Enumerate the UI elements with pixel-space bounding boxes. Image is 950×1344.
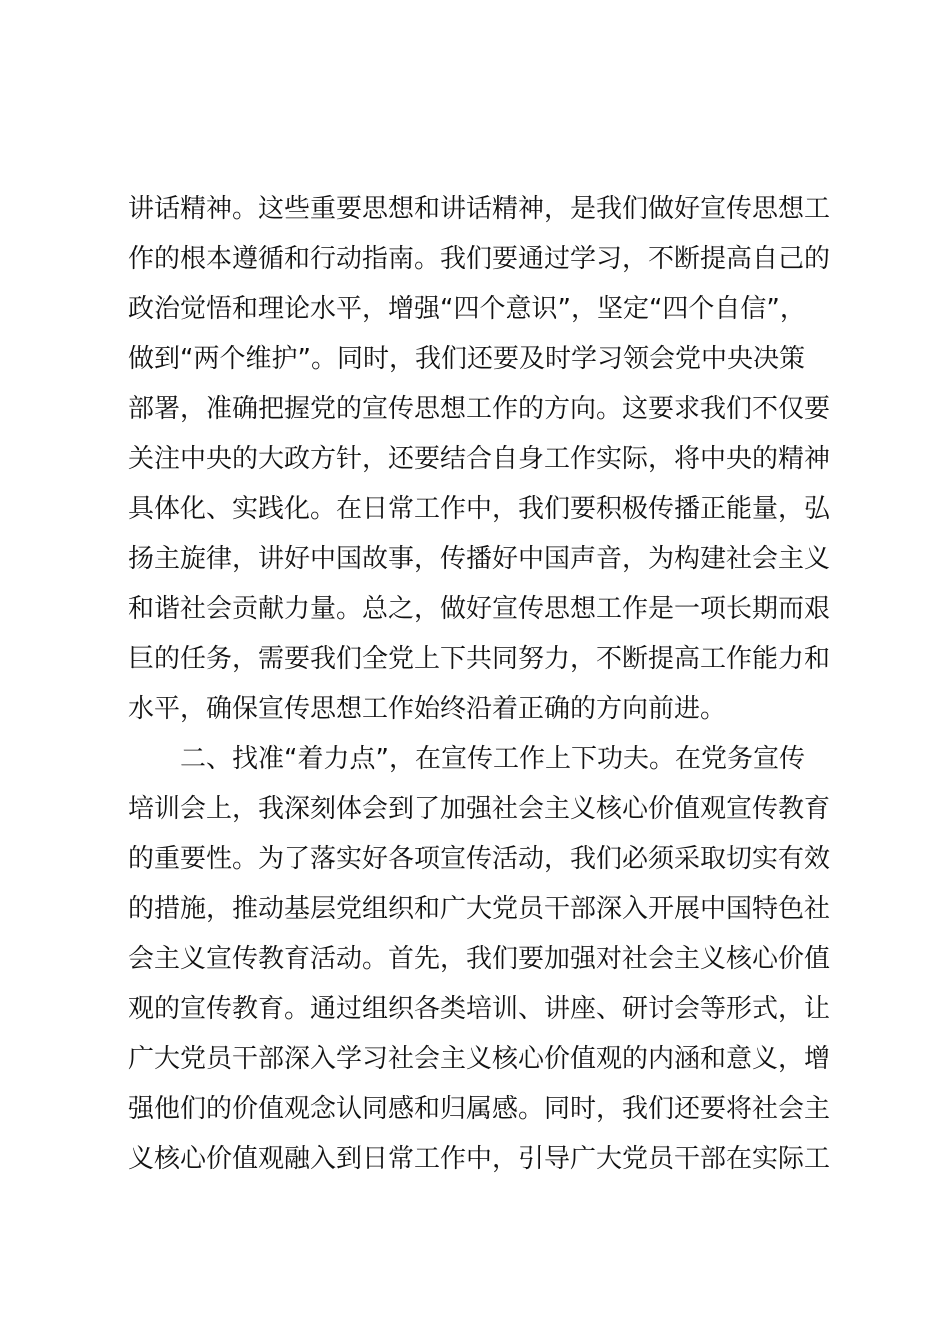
- text-line-3: 政治觉悟和理论水平，增强“四个意识”，坚定“四个自信”，: [128, 294, 806, 324]
- text-line-19: 强他们的价值观念认同感和归属感。同时，我们还要将社会主: [128, 1094, 831, 1124]
- text-line-9: 和谐社会贡献力量。总之，做好宣传思想工作是一项长期而艰: [128, 594, 831, 624]
- text-line-4: 做到“两个维护”。同时，我们还要及时学习领会党中央决策: [128, 344, 805, 374]
- text-line-16: 会主义宣传教育活动。首先，我们要加强对社会主义核心价值: [128, 944, 831, 974]
- text-line-10: 巨的任务，需要我们全党上下共同努力，不断提高工作能力和: [128, 644, 831, 674]
- text-line-20: 义核心价值观融入到日常工作中，引导广大党员干部在实际工: [128, 1144, 831, 1174]
- text-line-6: 关注中央的大政方针，还要结合自身工作实际，将中央的精神: [128, 444, 831, 474]
- text-line-2: 作的根本遵循和行动指南。我们要通过学习，不断提高自己的: [128, 244, 831, 274]
- text-line-8: 扬主旋律，讲好中国故事，传播好中国声音，为构建社会主义: [128, 544, 831, 574]
- body-text: [128, 184, 831, 1184]
- text-line-7: 具体化、实践化。在日常工作中，我们要积极传播正能量，弘: [128, 494, 831, 524]
- text-line-15: 的措施，推动基层党组织和广大党员干部深入开展中国特色社: [128, 894, 831, 924]
- section-heading-line: 二、找准“着力点”，在宣传工作上下功夫。在党务宣传: [180, 744, 805, 774]
- text-line-13: 培训会上，我深刻体会到了加强社会主义核心价值观宣传教育: [128, 794, 831, 824]
- text-line-11: 水平，确保宣传思想工作始终沿着正确的方向前进。: [128, 694, 727, 724]
- text-line-1: 讲话精神。这些重要思想和讲话精神，是我们做好宣传思想工: [128, 194, 831, 224]
- text-line-17: 观的宣传教育。通过组织各类培训、讲座、研讨会等形式，让: [128, 994, 831, 1024]
- text-line-18: 广大党员干部深入学习社会主义核心价值观的内涵和意义，增: [128, 1044, 831, 1074]
- text-line-14: 的重要性。为了落实好各项宣传活动，我们必须采取切实有效: [128, 844, 831, 874]
- text-line-5: 部署，准确把握党的宣传思想工作的方向。这要求我们不仅要: [128, 394, 831, 424]
